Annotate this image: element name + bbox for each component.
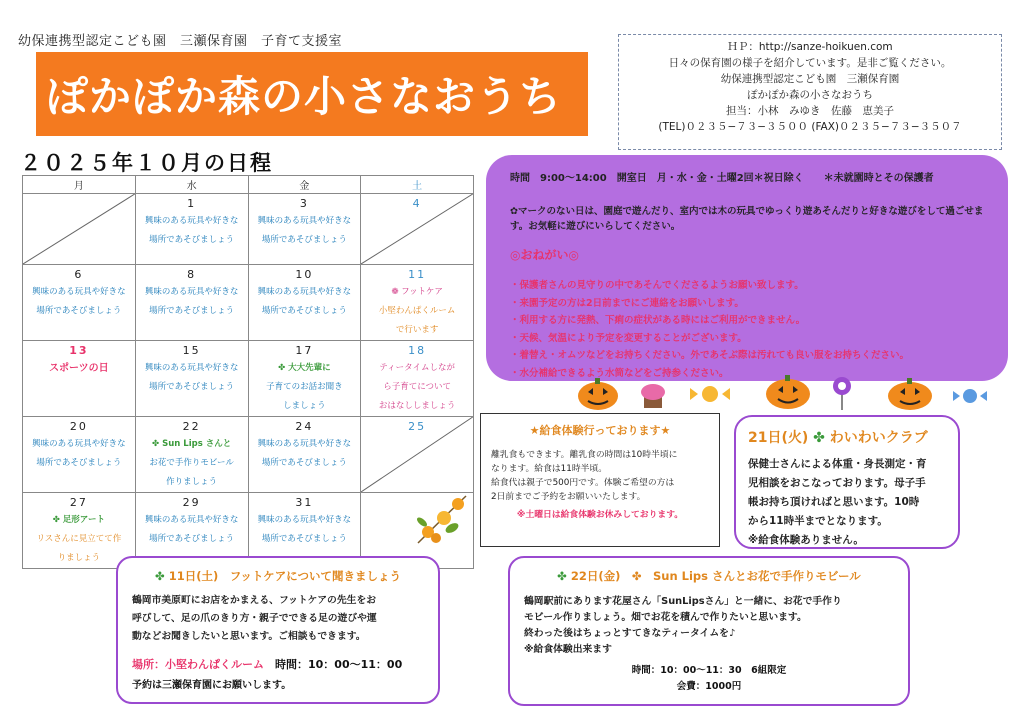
- calendar-day-fri: [248, 341, 361, 417]
- day-event-text: 興味のある玩具や好きな: [257, 216, 352, 226]
- sun-lips-box: [508, 556, 910, 706]
- diagonal-line: [361, 417, 473, 492]
- day-event-text: ✤ 足形アート: [52, 515, 106, 525]
- lunch-trial-remark: ※土曜日は給食体験お休みしております。: [516, 510, 684, 520]
- sun-lips-line: 鶴岡駅前にあります花屋さん「SunLipsさん」と一緒に、お花で手作り: [524, 596, 842, 607]
- day-number: 27: [69, 496, 88, 509]
- day-event-text: 場所であそびましょう: [36, 458, 122, 468]
- lunch-trial-line: なります。給食は11時半頃。: [491, 464, 608, 474]
- club-date: 21日(火): [748, 430, 809, 446]
- day-event-text: スポーツの日: [49, 363, 109, 374]
- day-event-text: 場所であそびましょう: [261, 306, 347, 316]
- day-number: 10: [295, 268, 314, 281]
- halloween-decoration-icon: [560, 372, 1000, 412]
- foot-care-body: [132, 592, 424, 646]
- list-item: ・利用する方に発熱、下痢の症状がある時にはご利用ができません。: [510, 315, 806, 326]
- contact-line: 担当：小林 みゆき 佐藤 恵美子: [726, 105, 894, 117]
- foot-care-box: [116, 556, 440, 704]
- sun-lips-body: [524, 594, 894, 658]
- calendar-day-mon: [23, 417, 136, 493]
- list-item: ・着替え・オムツなどをお持ちください。外であそぶ際は汚れても良い服をお持ちください。: [510, 350, 910, 361]
- homepage-line: ＨＰ：http://sanze-hoikuen.com: [727, 41, 893, 53]
- club-line: から11時半までとなります。: [748, 515, 888, 527]
- day-number: 8: [187, 268, 197, 281]
- diagonal-line: [23, 194, 135, 264]
- calendar-day-sat: [361, 194, 474, 265]
- reservation-note: 予約は三瀬保育園にお願いします。: [132, 680, 292, 691]
- sun-lips-line: ※給食体験出来ます: [524, 644, 612, 655]
- calendar-day-sat: [361, 341, 474, 417]
- title-banner: [36, 52, 588, 136]
- lollipop-icon: [833, 377, 851, 410]
- day-event-text: 作りましょう: [166, 477, 218, 487]
- day-event-text: 興味のある玩具や好きな: [144, 515, 239, 525]
- list-item: ・天候、気温により予定を変更することがございます。: [510, 332, 747, 344]
- day-event-text: 場所であそびましょう: [149, 382, 235, 392]
- calendar-day-sat: [361, 417, 474, 493]
- info-panel: [486, 155, 1008, 381]
- club-line: ※給食体験ありません。: [748, 534, 864, 546]
- calendar-day-sat: [361, 265, 474, 341]
- pumpkin-icon: [888, 378, 932, 410]
- header-mon: 月: [23, 176, 136, 194]
- day-event-text: 場所であそびましょう: [261, 235, 347, 245]
- day-event-text: 場所であそびましょう: [261, 534, 347, 544]
- sun-lips-time: 時間：10：00〜11：30 6組限定: [631, 665, 787, 676]
- day-number: 18: [408, 344, 427, 357]
- clover-icon: ✤: [557, 569, 567, 583]
- lunch-trial-line: 2日前までご予約をお願いいたします。: [491, 492, 646, 502]
- month-title: ２０２５年１０月の日程: [20, 151, 273, 175]
- day-number: 4: [412, 197, 422, 210]
- calendar-week: [23, 417, 474, 493]
- day-number: 6: [74, 268, 84, 281]
- club-heading: [748, 427, 946, 447]
- time-label: 時間：10：00〜11：00: [264, 658, 403, 671]
- page-title: ぽかぽか森の小さなおうち: [46, 72, 563, 121]
- calendar-day-mon: [23, 194, 136, 265]
- list-item: ・来園予定の方は2日前までにご連絡をお願いします。: [510, 297, 744, 309]
- autumn-leaves-icon: [408, 488, 472, 548]
- lunch-trial-box: [480, 413, 720, 547]
- day-number: 29: [182, 496, 201, 509]
- foot-care-title: 11日(土) フットケアについて聞きましょう: [168, 569, 401, 583]
- day-event-text: 興味のある玩具や好きな: [144, 216, 239, 226]
- day-event-text: りましょう: [57, 553, 101, 563]
- day-event-text: で行います: [395, 325, 439, 335]
- day-event-text: しましょう: [283, 401, 326, 411]
- calendar-day-wed: [135, 417, 248, 493]
- day-number: 3: [299, 197, 309, 210]
- foot-care-line: 動などお聞きしたいと思います。ご相談もできます。: [132, 631, 366, 642]
- contact-line: 日々の保育園の様子を紹介しています。是非ご覧ください。: [668, 57, 952, 69]
- day-number: 11: [408, 268, 427, 281]
- sun-lips-heading: [524, 568, 894, 584]
- calendar-day-wed: [135, 194, 248, 265]
- calendar-day-wed: [135, 341, 248, 417]
- day-event-text: 興味のある玩具や好きな: [257, 439, 352, 449]
- diagonal-line: [361, 194, 473, 264]
- contact-line: ぽかぽか森の小さなおうち: [747, 89, 873, 101]
- contact-line: 幼保連携型認定こども園 三瀬保育園: [720, 73, 900, 85]
- cupcake-icon: [641, 384, 665, 408]
- sun-lips-title: 22日(金) ✤ Sun Lips さんとお花で手作りモビール: [570, 569, 861, 583]
- day-event-text: 場所であそびましょう: [36, 306, 122, 316]
- day-number: 15: [182, 344, 201, 357]
- calendar-day-wed: [135, 265, 248, 341]
- pumpkin-icon: [578, 378, 618, 410]
- place-label: 場所：小堅わんぱくルーム: [132, 658, 264, 671]
- candy-icon: [953, 389, 987, 403]
- sun-lips-line: 終わった後はちょっとすてきなティータイムを♪: [524, 628, 736, 639]
- day-event-text: 子育てのお話お聞き: [266, 382, 343, 392]
- contact-box: [618, 34, 1002, 150]
- day-event-text: お花で手作りモビール: [149, 458, 234, 468]
- header-fri: 金: [248, 176, 361, 194]
- day-event-text: ✤ 大大先輩に: [278, 363, 331, 373]
- day-event-text: 興味のある玩具や好きな: [144, 287, 239, 297]
- info-note: ✿マークのない日は、園庭で遊んだり、室内では木の玩具でゆっくり遊あそんだりと好きな遊びをして過ごせます。お気軽に遊びにいらしてください。: [510, 206, 984, 232]
- club-line: 児相談をおこなっております。母子手: [748, 477, 926, 489]
- header-sat: 土: [361, 176, 474, 194]
- club-line: 帳お持ち頂ければと思います。10時: [748, 496, 920, 508]
- header-wed: 水: [135, 176, 248, 194]
- club-body: [748, 455, 946, 550]
- day-number: 20: [69, 420, 88, 433]
- day-number: 13: [69, 344, 89, 357]
- foot-care-line: 呼びして、足の爪のきり方・親子でできる足の遊びや運: [132, 613, 377, 624]
- club-line: 保健士さんによる体重・身長測定・育: [748, 458, 927, 470]
- calendar-week: [23, 265, 474, 341]
- calendar: [22, 175, 474, 569]
- day-number: 25: [408, 420, 427, 433]
- calendar-day-fri: [248, 265, 361, 341]
- day-event-text: リスさんに見立てて作: [36, 534, 122, 544]
- day-event-text: ✤ Sun Lips さんと: [152, 439, 232, 449]
- foot-care-line: 鶴岡市美原町にお店をかまえる、フットケアの先生をお: [132, 595, 377, 606]
- calendar-day-mon: [23, 493, 136, 569]
- calendar-day-mon: [23, 341, 136, 417]
- calendar-day-mon: [23, 265, 136, 341]
- day-event-text: 興味のある玩具や好きな: [144, 363, 239, 373]
- request-list: [510, 277, 990, 382]
- lunch-trial-line: 給食代は親子で500円です。体験ご希望の方は: [491, 478, 675, 488]
- day-number: 1: [187, 197, 197, 210]
- day-event-text: ら子育てについて: [383, 382, 452, 392]
- sun-lips-line: モビール作りましょう。畑でお花を積んで作りたいと思います。: [524, 612, 807, 623]
- clover-icon: ✤: [155, 569, 165, 583]
- sun-lips-fee: 会費：1000円: [676, 681, 742, 692]
- list-item: ・保護者さんの見守りの中であそんでくださるようお願い致します。: [510, 280, 804, 291]
- phone-fax-line: (TEL)０２３５−７３−３５００ (FAX)０２３５−７３−３５０７: [658, 121, 962, 133]
- day-event-text: 場所であそびましょう: [261, 458, 347, 468]
- calendar-week: [23, 341, 474, 417]
- request-heading: ◎おねがい◎: [510, 248, 579, 262]
- day-number: 22: [182, 420, 201, 433]
- list-item: ・水分補給できるよう水筒などをご持参ください。: [510, 367, 729, 379]
- day-event-text: ティータイムしなが: [379, 363, 455, 373]
- foot-care-heading: [132, 568, 424, 584]
- day-event-text: おはなししましょう: [378, 401, 456, 411]
- day-number: 17: [295, 344, 314, 357]
- day-event-text: 場所であそびましょう: [149, 235, 235, 245]
- pumpkin-icon: [766, 375, 810, 409]
- lunch-trial-line: 離乳食もできます。離乳食の時間は10時半頃に: [491, 450, 678, 460]
- candy-icon: [690, 386, 730, 402]
- day-event-text: ❁ フットケア: [391, 287, 443, 297]
- day-event-text: 興味のある玩具や好きな: [32, 287, 126, 297]
- club-name: わいわいクラブ: [829, 430, 928, 446]
- club-box: [734, 415, 960, 549]
- org-name: 幼保連携型認定こども園 三瀬保育園 子育て支援室: [18, 34, 343, 49]
- day-event-text: 興味のある玩具や好きな: [257, 287, 352, 297]
- opening-hours: 時間 9:00〜14:00 開室日 月・水・金・土曜2回＊祝日除く ＊未就園時とその保護者: [510, 173, 934, 184]
- day-event-text: 場所であそびましょう: [149, 306, 235, 316]
- calendar-day-fri: [248, 417, 361, 493]
- day-event-text: 小堅わんぱくルーム: [378, 306, 456, 316]
- lunch-trial-heading: ★給食体験行っております★: [529, 424, 671, 437]
- day-event-text: 興味のある玩具や好きな: [257, 515, 352, 525]
- clover-icon: ✤: [813, 430, 825, 446]
- calendar-day-fri: [248, 194, 361, 265]
- day-number: 24: [295, 420, 314, 433]
- day-number: 31: [295, 496, 314, 509]
- calendar-week: [23, 194, 474, 265]
- foot-care-place: [132, 656, 424, 672]
- day-event-text: 興味のある玩具や好きな: [32, 439, 126, 449]
- day-event-text: 場所であそびましょう: [149, 534, 235, 544]
